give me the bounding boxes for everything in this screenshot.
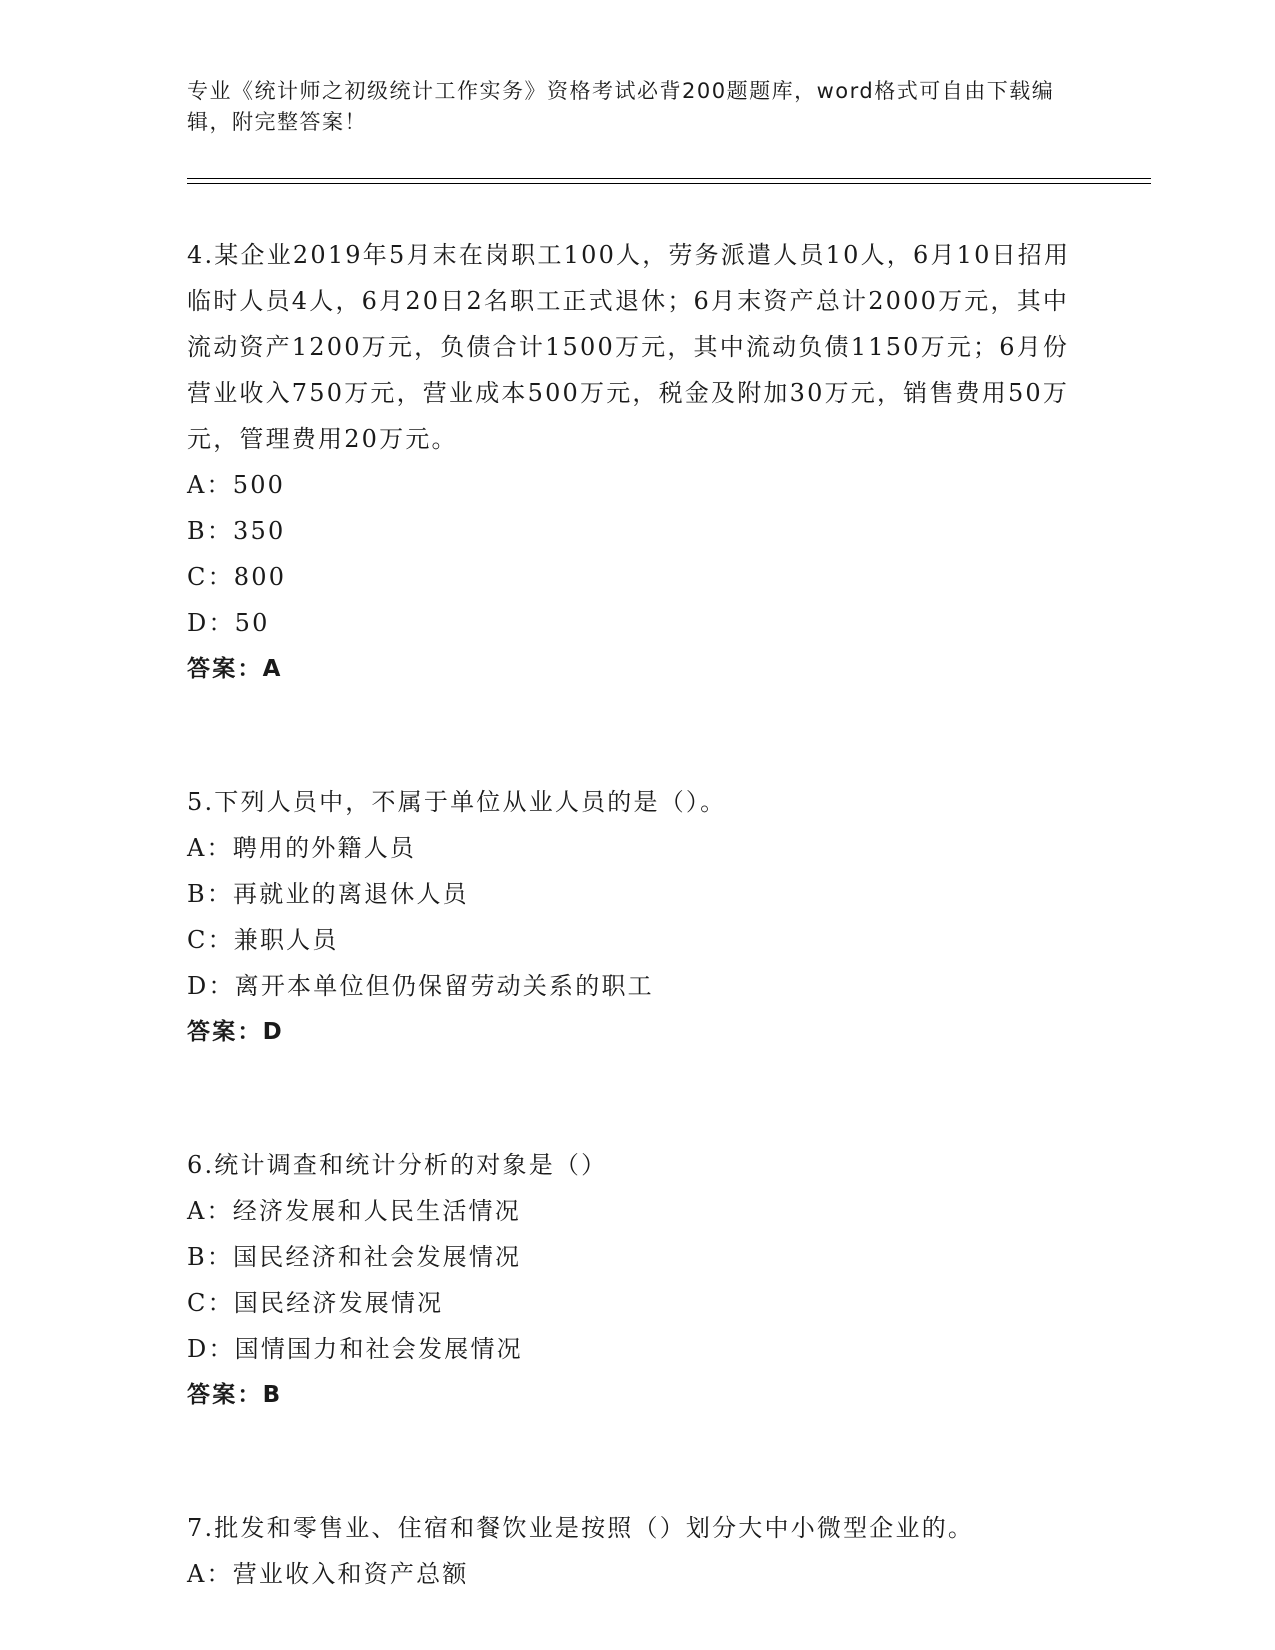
- option-a: [187, 825, 1087, 871]
- option-text: 国民经济和社会发展情况: [233, 1243, 522, 1271]
- option-letter: C：: [187, 563, 234, 591]
- answer-line: 答案：A: [187, 656, 283, 682]
- option-text: 国情国力和社会发展情况: [234, 1335, 523, 1363]
- option-text: 营业收入和资产总额: [232, 1560, 469, 1588]
- question-list: [187, 232, 1087, 1597]
- option-a: [187, 1551, 1087, 1597]
- option-letter: A：: [187, 1560, 233, 1588]
- question-spacer: [187, 1418, 1087, 1505]
- option-letter: C：: [187, 1289, 234, 1317]
- option-text: 再就业的离退休人员: [233, 880, 469, 908]
- option-text: 兼职人员: [233, 926, 339, 954]
- option-text: 500: [232, 471, 286, 499]
- option-c: [187, 1280, 1087, 1326]
- option-a: [187, 462, 1087, 508]
- option-letter: A：: [187, 834, 233, 862]
- option-d: [187, 963, 1087, 1009]
- option-c: [187, 917, 1087, 963]
- question-spacer: [187, 692, 1087, 779]
- question-stem: 4.某企业2019年5月末在岗职工100人，劳务派遣人员10人，6月10日招用临时人员4人，6月20日2名职工正式退休；6月末资产总计2000万元，其中流动资产1200万元，负债合计1500万元，其中流动负债1150万元；6月份营业收入750万元，营业成本500万元，税金及附加30万元，销售费用50万元，管理费用20万元。: [187, 241, 1071, 453]
- option-b: [187, 1234, 1087, 1280]
- option-c: [187, 554, 1087, 600]
- question-5: [187, 779, 1087, 1055]
- answer-line: 答案：B: [187, 1382, 283, 1408]
- option-text: 50: [234, 609, 270, 637]
- option-text: 离开本单位但仍保留劳动关系的职工: [234, 972, 654, 1000]
- document-header-title: 专业《统计师之初级统计工作实务》资格考试必背200题题库，word格式可自由下载编辑，附完整答案！: [187, 79, 1055, 134]
- option-b: [187, 871, 1087, 917]
- option-text: 聘用的外籍人员: [232, 834, 417, 862]
- option-letter: A：: [187, 1197, 233, 1225]
- option-letter: B：: [187, 517, 234, 545]
- question-stem: 5.下列人员中，不属于单位从业人员的是（）。: [187, 788, 727, 816]
- answer-line: 答案：D: [187, 1019, 284, 1045]
- option-letter: D：: [187, 609, 235, 637]
- option-d: [187, 600, 1087, 646]
- option-letter: B：: [187, 880, 234, 908]
- option-letter: B：: [187, 1243, 234, 1271]
- option-d: [187, 1326, 1087, 1372]
- question-stem: 7.批发和零售业、住宿和餐饮业是按照（）划分大中小微型企业的。: [187, 1514, 975, 1542]
- option-letter: A：: [187, 471, 233, 499]
- header-divider-bottom: [187, 183, 1151, 184]
- header-divider-top: [187, 178, 1151, 179]
- question-spacer: [187, 1055, 1087, 1142]
- option-letter: D：: [187, 972, 235, 1000]
- question-4: [187, 232, 1087, 692]
- option-text: 经济发展和人民生活情况: [232, 1197, 521, 1225]
- option-a: [187, 1188, 1087, 1234]
- question-6: [187, 1142, 1087, 1418]
- option-text: 国民经济发展情况: [233, 1289, 444, 1317]
- option-letter: D：: [187, 1335, 235, 1363]
- option-text: 350: [233, 517, 286, 545]
- option-text: 800: [233, 563, 287, 591]
- option-letter: C：: [187, 926, 234, 954]
- question-stem: 6.统计调查和统计分析的对象是（）: [187, 1151, 608, 1179]
- option-b: [187, 508, 1087, 554]
- question-7: [187, 1505, 1087, 1597]
